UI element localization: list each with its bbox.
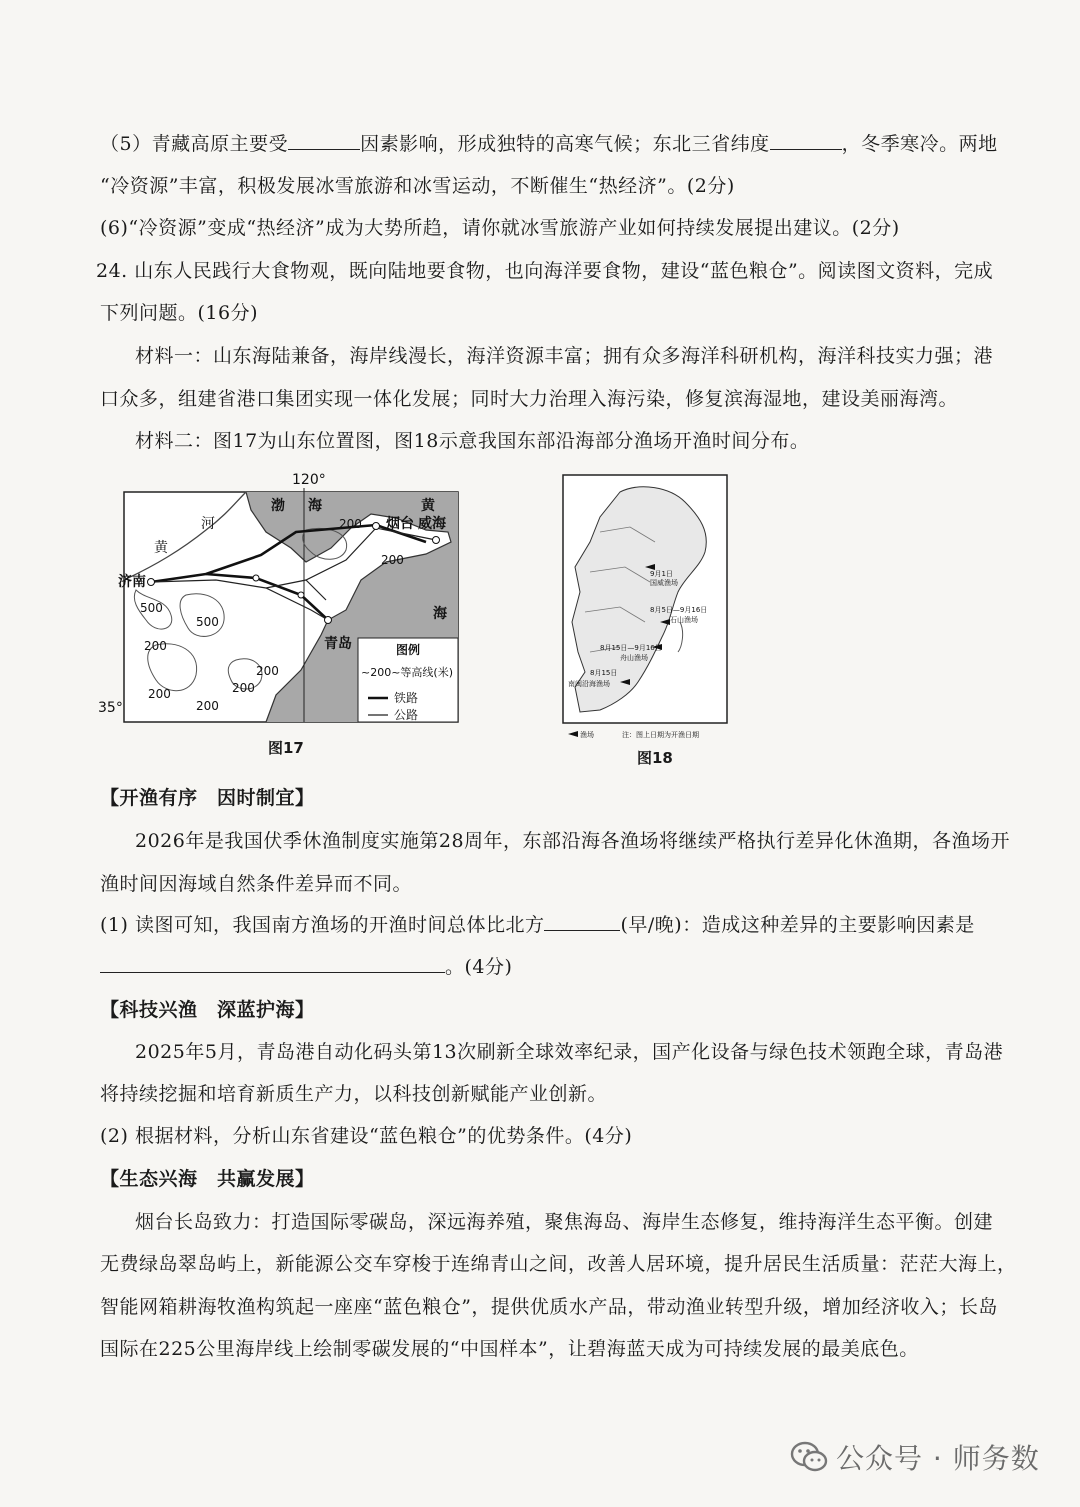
section2-line2: 将持续挖掘和培育新质生产力，以科技创新赋能产业创新。	[100, 1083, 608, 1105]
legend-contour: ~200~等高线(米)	[361, 666, 454, 679]
section3-line2: 无费绿岛翠岛屿上，新能源公交车穿梭于连绵青山之间，改善人居环境，提升居民生活质量：茫茫大海上，	[100, 1253, 1017, 1275]
material2: 材料二：图17为山东位置图，图18示意我国东部沿海部分渔场开渔时间分布。	[135, 430, 810, 452]
answer-blank[interactable]	[100, 954, 445, 973]
q24-intro-line1: 24. 山东人民践行大食物观，既向陆地要食物，也向海洋要食物，建设“蓝色粮仓”。阅读图文资料，完成	[96, 260, 994, 282]
wechat-watermark	[790, 1432, 1060, 1482]
section3-line3: 智能网箱耕海牧渔构筑起一座座“蓝色粮仓”，提供优质水产品，带动渔业转型升级，增加经济收入；长岛	[100, 1296, 998, 1318]
material1-line1: 材料一：山东海陆兼备，海岸线漫长，海洋资源丰富；拥有众多海洋科研机构，海洋科技实力强；港	[135, 345, 994, 367]
question1-line1	[100, 912, 990, 938]
fishery-2-name: 石山渔场	[670, 616, 698, 624]
q23-part5-line2: “冷资源”丰富，积极发展冰雪旅游和冰雪运动，不断催生“热经济”。(2分)	[100, 175, 735, 197]
answer-blank[interactable]	[544, 912, 620, 931]
fishery-3-name: 舟山渔场	[620, 654, 648, 662]
watermark-text: 公众号 · 师务数	[836, 1442, 1040, 1475]
contour-label: 200	[196, 699, 219, 713]
label-jinan: 济南	[118, 574, 146, 590]
huanghai-char1: 黄	[421, 498, 435, 514]
section3-line1: 烟台长岛致力：打造国际零碳岛，深远海养殖，聚焦海岛、海岸生态修复，维持海洋生态平衡。创建	[135, 1211, 994, 1233]
contour-label: 200	[232, 681, 255, 695]
figure-17-caption: 图17	[268, 739, 304, 757]
legend-rail: 铁路	[394, 691, 419, 705]
question1-text-b: (早/晚)：造成这种差异的主要影响因素是	[620, 914, 975, 936]
city-yantai	[373, 523, 380, 530]
fishery-1-name: 国威渔场	[650, 579, 678, 587]
section3-title: 【生态兴海 共赢发展】	[100, 1168, 315, 1190]
section2-title: 【科技兴渔 深蓝护海】	[100, 999, 315, 1021]
city-node	[253, 575, 259, 581]
contour-label: 200	[381, 553, 404, 567]
river-char1: 河	[201, 516, 215, 532]
huanghai-char2: 海	[433, 606, 447, 622]
section2-line1: 2025年5月，青岛港自动化码头第13次刷新全球效率纪录，国产化设备与绿色技术领跑全球，青岛港	[135, 1041, 1004, 1063]
q23-part5-line1	[100, 131, 998, 157]
question1-text-a: (1) 读图可知，我国南方渔场的开渔时间总体比北方	[100, 914, 545, 936]
contour-label: 500	[196, 615, 219, 629]
contour-label: 200	[144, 639, 167, 653]
contour-label: 200	[148, 687, 171, 701]
q23-part6: (6)“冷资源”变成“热经济”成为大势所趋，请你就冰雪旅游产业如何持续发展提出建议。(2分)	[100, 217, 900, 239]
section1-title: 【开渔有序 因时制宜】	[100, 787, 315, 809]
figure-18-fishery-map	[560, 472, 730, 742]
q23-part5-text-b: 因素影响，形成独特的高寒气候；东北三省纬度	[360, 133, 770, 155]
legend-road: 公路	[394, 708, 419, 722]
section3-line4: 国际在225公里海岸线上绘制零碳发展的“中国样本”，让碧海蓝天成为可持续发展的最美底色。	[100, 1338, 919, 1360]
city-weihai	[433, 537, 440, 544]
legend-fishery-label: 渔场	[580, 731, 594, 739]
figure-17-shandong-map	[96, 470, 466, 730]
lat-label: 35°	[98, 700, 123, 716]
fishery-1-date: 9月1日	[650, 570, 673, 578]
question2: (2) 根据材料，分析山东省建设“蓝色粮仓”的优势条件。(4分)	[100, 1125, 633, 1147]
q23-part5-text-a: （5）青藏高原主要受	[100, 133, 289, 155]
wechat-icon	[790, 1440, 828, 1474]
q23-part5-text-c: ，冬季寒冷。两地	[841, 133, 998, 155]
city-qingdao	[325, 617, 332, 624]
label-yantai: 烟台	[386, 516, 414, 532]
river-char2: 黄	[154, 540, 168, 556]
answer-blank[interactable]	[770, 131, 842, 150]
label-weihai: 威海	[418, 516, 446, 532]
bohai-char2: 海	[308, 498, 322, 514]
fishery-3-date: 8月15日—9月16日	[600, 644, 662, 652]
section1-line2: 渔时间因海域自然条件差异而不同。	[100, 873, 413, 895]
contour-label: 200	[256, 664, 279, 678]
legend-fishery-symbol	[568, 731, 578, 737]
fishery-4-name: 南闽沿海渔场	[568, 680, 610, 688]
question1-text-c: 。(4分)	[445, 956, 513, 978]
bohai-char1: 渤	[271, 498, 285, 514]
legend-title: 图例	[396, 643, 421, 657]
fishery-2-date: 8月5日—9月16日	[650, 606, 708, 614]
label-qingdao: 青岛	[324, 636, 352, 652]
fishery-4-date: 8月15日	[590, 669, 618, 677]
lon-label: 120°	[292, 472, 326, 488]
figure-18-caption: 图18	[637, 749, 673, 767]
contour-label: 500	[140, 601, 163, 615]
material1-line2: 口众多，组建省港口集团实现一体化发展；同时大力治理入海污染，修复滨海湿地，建设美丽海湾。	[100, 388, 959, 410]
city-jinan	[148, 579, 155, 586]
section1-line1: 2026年是我国伏季休渔制度实施第28周年，东部沿海各渔场将继续严格执行差异化休渔期，各渔场开	[135, 830, 1011, 852]
contour-label: 200	[339, 517, 362, 531]
city-node	[298, 592, 304, 598]
answer-blank[interactable]	[288, 131, 360, 150]
question1-line2	[100, 954, 990, 980]
legend-note: 注：图上日期为开渔日期	[622, 731, 699, 739]
q24-intro-line2: 下列问题。(16分)	[100, 302, 259, 324]
